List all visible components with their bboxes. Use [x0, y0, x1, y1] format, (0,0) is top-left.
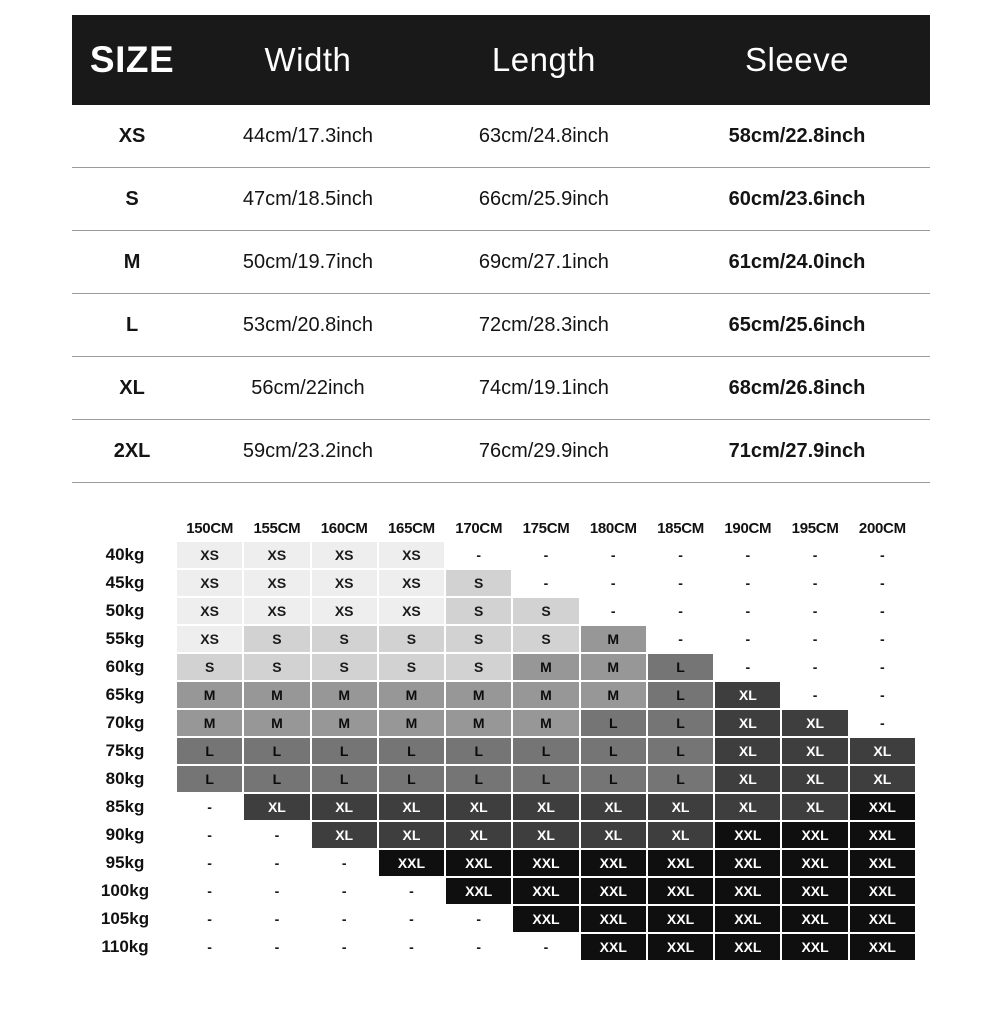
- length-value: 66cm/25.9inch: [478, 187, 609, 210]
- fit-cell-xxl: XXL: [715, 934, 780, 960]
- matrix-corner-cell: [75, 509, 175, 537]
- fit-cell-empty: -: [850, 710, 915, 736]
- length-value: 76cm/29.9inch: [478, 439, 609, 462]
- width-value: 50cm/19.7inch: [242, 250, 373, 273]
- fit-cell-xl: XL: [581, 822, 646, 848]
- fit-cell-l: L: [312, 738, 377, 764]
- fit-cell-xxl: XXL: [648, 878, 713, 904]
- fit-cell-m: M: [446, 710, 511, 736]
- height-header-195cm: 195CM: [791, 520, 839, 537]
- fit-cell-xxl: XXL: [446, 850, 511, 876]
- weight-label-75kg: 75kg: [105, 741, 145, 760]
- sleeve-value: 58cm/22.8inch: [728, 124, 866, 147]
- fit-cell-xl: XL: [715, 766, 780, 792]
- fit-cell-l: L: [581, 710, 646, 736]
- sleeve-value: 60cm/23.6inch: [728, 187, 866, 210]
- fit-cell-xxl: XXL: [581, 934, 646, 960]
- fit-cell-empty: -: [648, 598, 713, 624]
- fit-cell-l: L: [177, 738, 242, 764]
- fit-cell-empty: -: [177, 794, 242, 820]
- fit-cell-xxl: XXL: [782, 934, 847, 960]
- fit-cell-xl: XL: [715, 710, 780, 736]
- fit-cell-m: M: [244, 710, 309, 736]
- fit-cell-l: L: [177, 766, 242, 792]
- sleeve-value: 68cm/26.8inch: [728, 376, 866, 399]
- fit-cell-xl: XL: [513, 794, 578, 820]
- weight-label-110kg: 110kg: [101, 937, 149, 956]
- fit-cell-m: M: [312, 710, 377, 736]
- fit-cell-empty: -: [379, 934, 444, 960]
- length-value: 69cm/27.1inch: [478, 250, 609, 273]
- fit-cell-m: M: [312, 682, 377, 708]
- size-table-header-length: Length: [491, 41, 596, 78]
- fit-cell-empty: -: [312, 850, 377, 876]
- size-value: 2XL: [113, 439, 151, 462]
- size-row-s: [72, 168, 930, 231]
- width-value: 44cm/17.3inch: [242, 124, 373, 147]
- fit-cell-m: M: [177, 710, 242, 736]
- size-chart-page: [0, 15, 1000, 960]
- width-value: 47cm/18.5inch: [242, 187, 373, 210]
- fit-cell-xs: XS: [244, 598, 309, 624]
- fit-cell-s: S: [446, 654, 511, 680]
- fit-cell-xl: XL: [312, 822, 377, 848]
- fit-cell-xl: XL: [581, 794, 646, 820]
- fit-cell-empty: -: [446, 934, 511, 960]
- fit-cell-empty: -: [177, 906, 242, 932]
- height-weight-matrix: [75, 509, 915, 960]
- fit-cell-empty: -: [850, 682, 915, 708]
- size-table-header-width: Width: [264, 41, 352, 78]
- fit-cell-xs: XS: [312, 542, 377, 568]
- fit-cell-xxl: XXL: [513, 906, 578, 932]
- fit-cell-empty: -: [244, 850, 309, 876]
- fit-cell-empty: -: [244, 878, 309, 904]
- size-table-body: [72, 105, 930, 483]
- fit-cell-s: S: [379, 654, 444, 680]
- sleeve-value: 61cm/24.0inch: [728, 250, 866, 273]
- fit-cell-xs: XS: [379, 542, 444, 568]
- fit-cell-s: S: [446, 570, 511, 596]
- fit-cell-empty: -: [312, 906, 377, 932]
- fit-cell-empty: -: [244, 822, 309, 848]
- fit-cell-xs: XS: [177, 570, 242, 596]
- fit-cell-xl: XL: [715, 794, 780, 820]
- fit-cell-m: M: [581, 654, 646, 680]
- fit-cell-empty: -: [850, 542, 915, 568]
- fit-cell-empty: -: [379, 878, 444, 904]
- sleeve-value: 65cm/25.6inch: [728, 313, 866, 336]
- fit-cell-l: L: [581, 766, 646, 792]
- fit-cell-xl: XL: [312, 794, 377, 820]
- fit-cell-m: M: [446, 682, 511, 708]
- fit-cell-xl: XL: [782, 738, 847, 764]
- fit-cell-xxl: XXL: [850, 934, 915, 960]
- fit-cell-empty: -: [715, 654, 780, 680]
- fit-cell-xs: XS: [379, 598, 444, 624]
- fit-cell-empty: -: [581, 598, 646, 624]
- fit-cell-empty: -: [782, 598, 847, 624]
- fit-cell-xl: XL: [446, 794, 511, 820]
- fit-cell-xl: XL: [782, 766, 847, 792]
- fit-cell-l: L: [648, 654, 713, 680]
- weight-label-100kg: 100kg: [100, 881, 150, 900]
- fit-cell-empty: -: [513, 542, 578, 568]
- size-row-2xl: [72, 420, 930, 483]
- fit-cell-xxl: XXL: [581, 878, 646, 904]
- fit-cell-xl: XL: [715, 738, 780, 764]
- fit-cell-xxl: XXL: [715, 878, 780, 904]
- fit-cell-xxl: XXL: [782, 822, 847, 848]
- weight-label-95kg: 95kg: [105, 853, 145, 872]
- fit-cell-xl: XL: [715, 682, 780, 708]
- fit-cell-empty: -: [782, 570, 847, 596]
- size-table-header-sleeve: Sleeve: [745, 41, 849, 78]
- fit-cell-s: S: [513, 626, 578, 652]
- height-header-200cm: 200CM: [858, 520, 906, 537]
- size-row-m: [72, 231, 930, 294]
- fit-cell-empty: -: [782, 654, 847, 680]
- weight-label-55kg: 55kg: [105, 629, 145, 648]
- fit-cell-empty: -: [244, 934, 309, 960]
- weight-label-45kg: 45kg: [105, 573, 145, 592]
- height-header-160cm: 160CM: [320, 520, 368, 537]
- fit-cell-xl: XL: [379, 822, 444, 848]
- weight-label-85kg: 85kg: [105, 797, 145, 816]
- fit-cell-empty: -: [446, 542, 511, 568]
- weight-label-90kg: 90kg: [105, 825, 145, 844]
- height-header-170cm: 170CM: [455, 520, 503, 537]
- fit-cell-l: L: [312, 766, 377, 792]
- fit-cell-empty: -: [513, 934, 578, 960]
- weight-label-70kg: 70kg: [105, 713, 145, 732]
- fit-cell-xxl: XXL: [513, 878, 578, 904]
- fit-cell-s: S: [379, 626, 444, 652]
- fit-cell-l: L: [379, 766, 444, 792]
- fit-cell-l: L: [513, 766, 578, 792]
- size-table-header-size: SIZE: [89, 39, 175, 80]
- fit-cell-xs: XS: [177, 598, 242, 624]
- fit-cell-xl: XL: [850, 766, 915, 792]
- fit-cell-l: L: [244, 766, 309, 792]
- fit-cell-m: M: [513, 654, 578, 680]
- fit-cell-xxl: XXL: [581, 850, 646, 876]
- height-header-185cm: 185CM: [657, 520, 704, 537]
- size-value: XL: [119, 376, 145, 399]
- fit-cell-empty: -: [379, 906, 444, 932]
- width-value: 53cm/20.8inch: [242, 313, 373, 336]
- fit-cell-empty: -: [715, 598, 780, 624]
- fit-cell-l: L: [513, 738, 578, 764]
- fit-cell-s: S: [312, 654, 377, 680]
- garment-measurements-table: [72, 15, 930, 483]
- width-value: 59cm/23.2inch: [242, 439, 373, 462]
- fit-cell-l: L: [648, 682, 713, 708]
- fit-cell-empty: -: [446, 906, 511, 932]
- fit-cell-l: L: [648, 766, 713, 792]
- fit-cell-xxl: XXL: [379, 850, 444, 876]
- fit-cell-empty: -: [312, 878, 377, 904]
- fit-cell-xxl: XXL: [715, 850, 780, 876]
- size-row-xs: [72, 105, 930, 168]
- fit-cell-xxl: XXL: [648, 906, 713, 932]
- height-header-180cm: 180CM: [589, 520, 637, 537]
- fit-cell-m: M: [379, 682, 444, 708]
- fit-cell-empty: -: [581, 542, 646, 568]
- fit-cell-empty: -: [850, 570, 915, 596]
- fit-cell-xxl: XXL: [850, 850, 915, 876]
- fit-cell-empty: -: [648, 570, 713, 596]
- fit-cell-empty: -: [782, 542, 847, 568]
- fit-cell-xs: XS: [312, 598, 377, 624]
- fit-cell-s: S: [244, 654, 309, 680]
- height-header-165cm: 165CM: [388, 520, 435, 537]
- fit-cell-empty: -: [782, 682, 847, 708]
- fit-cell-empty: -: [177, 878, 242, 904]
- weight-label-40kg: 40kg: [105, 545, 145, 564]
- fit-cell-empty: -: [177, 850, 242, 876]
- fit-cell-empty: -: [850, 598, 915, 624]
- fit-cell-l: L: [446, 738, 511, 764]
- fit-cell-xxl: XXL: [850, 906, 915, 932]
- fit-cell-xl: XL: [513, 822, 578, 848]
- length-value: 72cm/28.3inch: [478, 313, 609, 336]
- fit-cell-l: L: [379, 738, 444, 764]
- fit-cell-xs: XS: [177, 626, 242, 652]
- fit-cell-xs: XS: [244, 570, 309, 596]
- fit-cell-xs: XS: [177, 542, 242, 568]
- height-header-155cm: 155CM: [253, 520, 301, 537]
- weight-label-60kg: 60kg: [105, 657, 145, 676]
- fit-cell-xxl: XXL: [715, 822, 780, 848]
- length-value: 63cm/24.8inch: [478, 124, 609, 147]
- fit-cell-xxl: XXL: [782, 906, 847, 932]
- fit-cell-empty: -: [177, 934, 242, 960]
- fit-cell-m: M: [244, 682, 309, 708]
- fit-cell-xxl: XXL: [850, 878, 915, 904]
- fit-cell-s: S: [446, 598, 511, 624]
- height-header-190cm: 190CM: [724, 520, 772, 537]
- fit-cell-xxl: XXL: [446, 878, 511, 904]
- fit-cell-xxl: XXL: [513, 850, 578, 876]
- fit-cell-l: L: [581, 738, 646, 764]
- fit-cell-xl: XL: [782, 710, 847, 736]
- fit-cell-xxl: XXL: [648, 850, 713, 876]
- fit-cell-l: L: [648, 738, 713, 764]
- fit-cell-xl: XL: [648, 822, 713, 848]
- fit-cell-empty: -: [581, 570, 646, 596]
- fit-cell-empty: -: [244, 906, 309, 932]
- size-value: XS: [118, 124, 146, 147]
- fit-cell-s: S: [244, 626, 309, 652]
- fit-cell-empty: -: [177, 822, 242, 848]
- fit-cell-m: M: [581, 626, 646, 652]
- fit-cell-xxl: XXL: [782, 878, 847, 904]
- fit-cell-xxl: XXL: [850, 822, 915, 848]
- fit-cell-empty: -: [648, 542, 713, 568]
- fit-cell-xl: XL: [850, 738, 915, 764]
- fit-cell-l: L: [446, 766, 511, 792]
- fit-cell-s: S: [513, 598, 578, 624]
- fit-cell-xl: XL: [244, 794, 309, 820]
- fit-cell-m: M: [513, 710, 578, 736]
- fit-cell-s: S: [177, 654, 242, 680]
- height-weight-grid: [75, 509, 915, 960]
- fit-cell-empty: -: [648, 626, 713, 652]
- fit-cell-xl: XL: [648, 794, 713, 820]
- fit-cell-xxl: XXL: [782, 850, 847, 876]
- size-row-xl: [72, 357, 930, 420]
- fit-cell-m: M: [513, 682, 578, 708]
- weight-label-105kg: 105kg: [100, 909, 150, 928]
- weight-label-65kg: 65kg: [105, 685, 145, 704]
- fit-cell-empty: -: [715, 570, 780, 596]
- fit-cell-xxl: XXL: [648, 934, 713, 960]
- fit-cell-empty: -: [312, 934, 377, 960]
- size-row-l: [72, 294, 930, 357]
- fit-cell-m: M: [177, 682, 242, 708]
- fit-cell-empty: -: [715, 626, 780, 652]
- fit-cell-xs: XS: [312, 570, 377, 596]
- fit-cell-xxl: XXL: [850, 794, 915, 820]
- weight-label-50kg: 50kg: [105, 601, 145, 620]
- size-value: L: [125, 313, 139, 336]
- fit-cell-s: S: [446, 626, 511, 652]
- fit-cell-xs: XS: [379, 570, 444, 596]
- fit-cell-xl: XL: [782, 794, 847, 820]
- fit-cell-xl: XL: [379, 794, 444, 820]
- fit-cell-xxl: XXL: [581, 906, 646, 932]
- size-value: S: [125, 187, 139, 210]
- fit-cell-xl: XL: [446, 822, 511, 848]
- height-header-150cm: 150CM: [186, 520, 234, 537]
- fit-cell-m: M: [379, 710, 444, 736]
- weight-label-80kg: 80kg: [105, 769, 145, 788]
- size-table-header: [72, 15, 930, 105]
- fit-cell-l: L: [244, 738, 309, 764]
- fit-cell-empty: -: [782, 626, 847, 652]
- fit-cell-xxl: XXL: [715, 906, 780, 932]
- sleeve-value: 71cm/27.9inch: [728, 439, 866, 462]
- fit-cell-empty: -: [850, 626, 915, 652]
- fit-cell-xs: XS: [244, 542, 309, 568]
- fit-cell-m: M: [581, 682, 646, 708]
- fit-cell-empty: -: [715, 542, 780, 568]
- fit-cell-l: L: [648, 710, 713, 736]
- fit-cell-empty: -: [513, 570, 578, 596]
- length-value: 74cm/19.1inch: [478, 376, 609, 399]
- width-value: 56cm/22inch: [251, 376, 365, 399]
- height-header-175cm: 175CM: [522, 520, 570, 537]
- fit-cell-s: S: [312, 626, 377, 652]
- fit-cell-empty: -: [850, 654, 915, 680]
- size-value: M: [123, 250, 141, 273]
